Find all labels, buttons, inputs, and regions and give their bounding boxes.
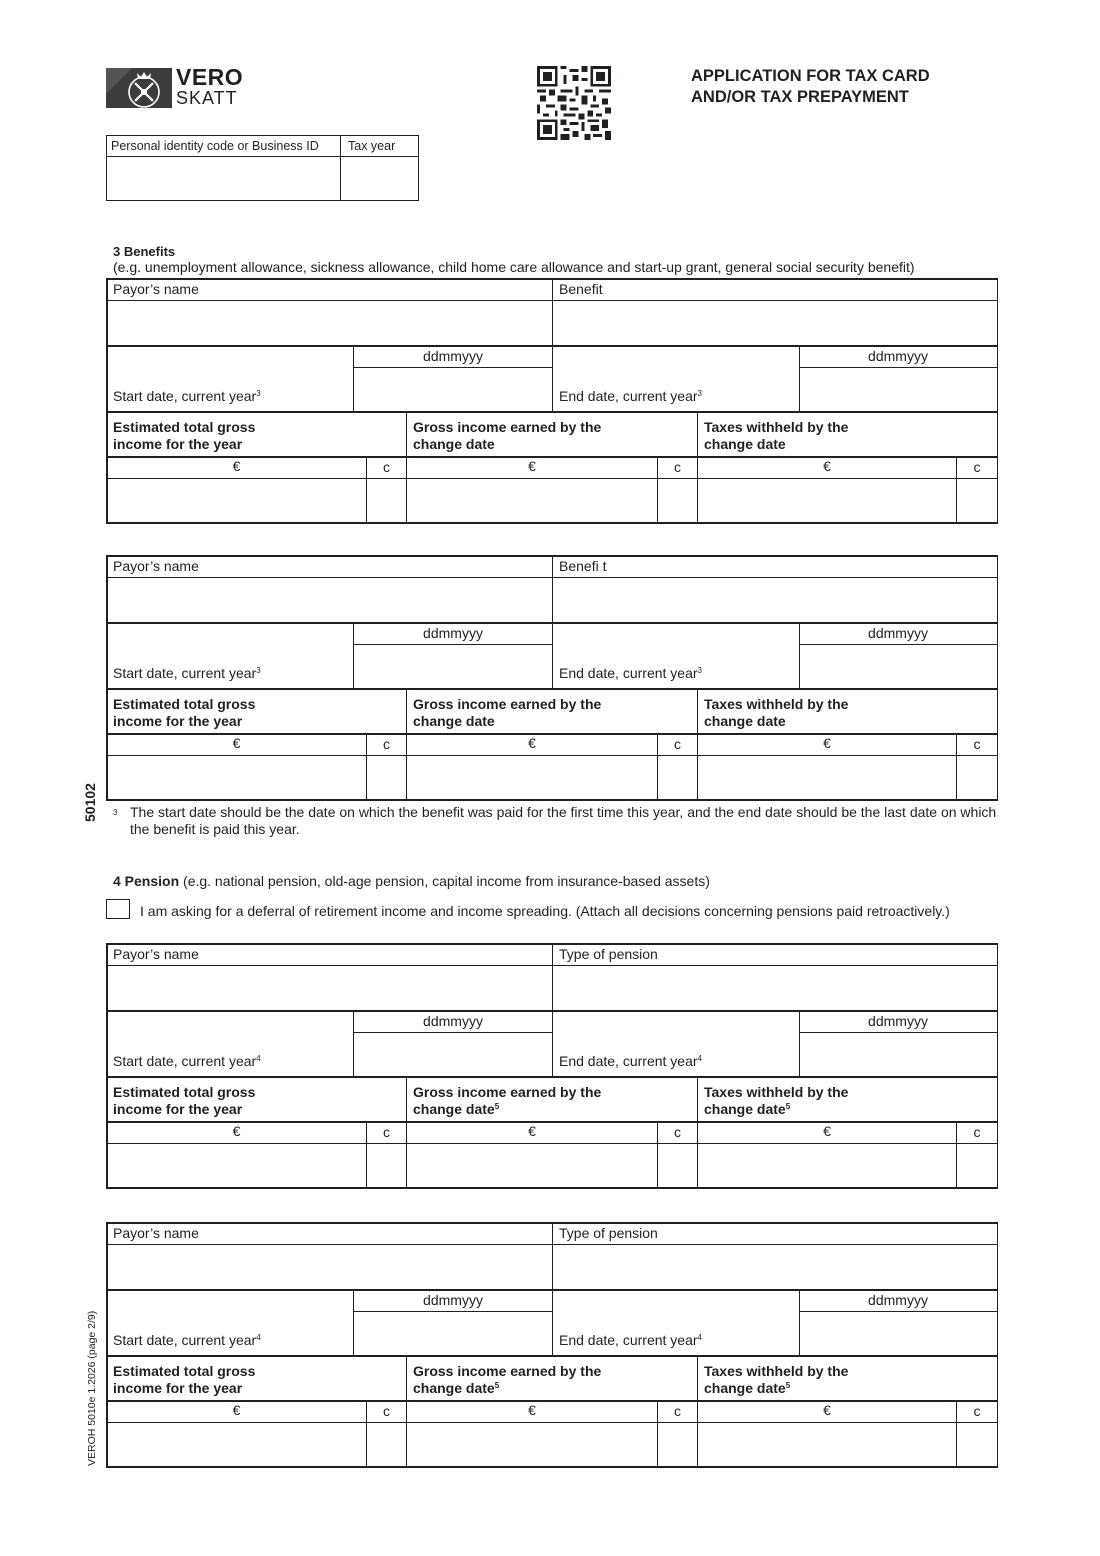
pension-subheading: (e.g. national pension, old-age pension, capital income from insurance-based assets) [183,873,710,889]
cent-label: c [973,736,981,752]
estimated-cent-input[interactable] [368,480,405,521]
income-type-input[interactable] [554,302,995,344]
footnote-3-text: The start date should be the date on which the benefit was paid for the first time this year, and the end date should be the last date on which the benefit is paid this year. [130,804,997,837]
end-date-label: End date, current year$^4$ [559,1053,702,1069]
gross-income-label: Gross income earned by the change date [413,419,602,452]
estimated-cent-input[interactable] [368,1424,405,1465]
gross-cent-input[interactable] [659,1145,696,1186]
estimated-euro-input[interactable] [108,1145,365,1186]
income-type-label: Type of pension [559,1225,658,1241]
payor-name-input[interactable] [108,1246,551,1288]
estimated-income-label: Estimated total gross income for the year [113,1363,256,1396]
euro-label: € [528,458,536,474]
end-date-input[interactable] [801,646,995,687]
start-date-input[interactable] [355,646,551,687]
benefits-subheading: (e.g. unemployment allowance, sickness allowance, child home care allowance and start-up grant, general social security benefit) [113,259,915,275]
cent-label: c [383,1124,390,1140]
euro-label: € [823,1402,831,1418]
start-date-format-label: ddmmyyy [423,1292,483,1308]
income-type-label: Benefit [559,281,603,297]
gross-euro-input[interactable] [408,757,656,798]
income-type-input[interactable] [554,1246,995,1288]
estimated-cent-input[interactable] [368,1145,405,1186]
form-title-line2: AND/OR TAX PREPAYMENT [691,88,909,106]
logo-wordmark-vero: VERO [176,64,244,90]
end-date-label: End date, current year$^4$ [559,1332,702,1348]
cent-label: c [674,459,681,475]
payor-name-label: Payor’s name [113,1225,199,1241]
deferral-checkbox-label: I am asking for a deferral of retirement income and income spreading. (Attach all decisions concerning pensions paid retroactively.) [140,903,950,919]
cent-label: c [973,1124,981,1140]
start-date-label: Start date, current year$^4$ [113,1053,261,1069]
taxes-withheld-label: Taxes withheld by the change date [704,419,849,452]
income-block [106,943,998,1188]
taxes-euro-input[interactable] [699,1424,955,1465]
end-date-input[interactable] [801,1313,995,1354]
income-block [106,555,998,800]
end-date-label: End date, current year$^3$ [559,665,702,681]
end-date-format-label: ddmmyyy [868,348,928,364]
start-date-input[interactable] [355,1313,551,1354]
qr-code [537,66,611,140]
estimated-cent-input[interactable] [368,757,405,798]
start-date-label: Start date, current year$^4$ [113,1332,261,1348]
euro-label: € [528,735,536,751]
form-title-line1: APPLICATION FOR TAX CARD [691,67,930,85]
tax-year-input[interactable] [342,157,416,199]
euro-label: € [823,735,831,751]
vero-emblem-icon [106,68,172,108]
start-date-input[interactable] [355,1034,551,1075]
estimated-euro-input[interactable] [108,757,365,798]
logo-wordmark-skatt: SKATT [176,88,238,108]
income-type-input[interactable] [554,967,995,1009]
personal-id-label: Personal identity code or Business ID [111,139,319,153]
cent-label: c [674,1124,681,1140]
euro-label: € [528,1402,536,1418]
form-footer-version: VEROH 5010e 1.2026 (page 2/9) [86,1310,98,1466]
gross-cent-input[interactable] [659,480,696,521]
payor-name-input[interactable] [108,302,551,344]
payor-name-label: Payor’s name [113,558,199,574]
euro-label: € [232,1402,241,1418]
end-date-format-label: ddmmyyy [868,625,928,641]
gross-cent-input[interactable] [659,757,696,798]
cent-label: c [674,736,681,752]
cent-label: c [383,736,390,752]
payor-name-label: Payor’s name [113,946,199,962]
estimated-euro-input[interactable] [108,480,365,521]
taxes-euro-input[interactable] [699,480,955,521]
taxes-cent-input[interactable] [958,480,995,521]
vero-skatt-logo [106,64,244,110]
footnote-3-mark: 3 [113,808,118,817]
end-date-format-label: ddmmyyy [868,1292,928,1308]
identity-taxyear-table [106,135,419,201]
taxes-cent-input[interactable] [958,1424,995,1465]
pension-heading-line [113,873,710,889]
gross-cent-input[interactable] [659,1424,696,1465]
euro-label: € [232,1123,241,1139]
euro-label: € [232,735,241,751]
gross-euro-input[interactable] [408,1145,656,1186]
end-date-format-label: ddmmyyy [868,1013,928,1029]
estimated-euro-input[interactable] [108,1424,365,1465]
taxes-cent-input[interactable] [958,757,995,798]
cent-label: c [674,1403,681,1419]
income-type-label: Type of pension [559,946,658,962]
deferral-checkbox[interactable] [106,899,130,919]
income-type-input[interactable] [554,579,995,621]
cent-label: c [973,459,981,475]
euro-label: € [823,1123,831,1139]
gross-income-label: Gross income earned by the change date$^5$ [413,1084,602,1117]
estimated-income-label: Estimated total gross income for the year [113,1084,256,1117]
estimated-income-label: Estimated total gross income for the year [113,696,256,729]
euro-label: € [528,1123,536,1139]
taxes-withheld-label: Taxes withheld by the change date$^5$ [704,1363,849,1396]
end-date-input[interactable] [801,369,995,410]
taxes-cent-input[interactable] [958,1145,995,1186]
taxes-euro-input[interactable] [699,757,955,798]
payor-name-label: Payor’s name [113,281,199,297]
payor-name-input[interactable] [108,967,551,1009]
pension-heading: 4 Pension [113,873,180,889]
start-date-format-label: ddmmyyy [423,625,483,641]
cent-label: c [383,1403,390,1419]
income-type-label: Benefi t [559,558,607,574]
start-date-format-label: ddmmyyy [423,1013,483,1029]
euro-label: € [232,458,241,474]
start-date-label: Start date, current year$^3$ [113,388,261,404]
gross-euro-input[interactable] [408,1424,656,1465]
start-date-label: Start date, current year$^3$ [113,665,261,681]
payor-name-input[interactable] [108,579,551,621]
benefits-heading: 3 Benefits [113,244,176,259]
gross-income-label: Gross income earned by the change date$^5$ [413,1363,602,1396]
cent-label: c [973,1403,981,1419]
form-title [691,66,930,108]
income-block [106,1222,998,1467]
start-date-input[interactable] [355,369,551,410]
gross-euro-input[interactable] [408,480,656,521]
end-date-label: End date, current year$^3$ [559,388,702,404]
tax-year-label: Tax year [348,139,396,153]
gross-income-label: Gross income earned by the change date [413,696,602,729]
cent-label: c [383,459,390,475]
taxes-euro-input[interactable] [699,1145,955,1186]
end-date-input[interactable] [801,1034,995,1075]
estimated-income-label: Estimated total gross income for the year [113,419,256,452]
income-block [106,278,998,523]
personal-id-input[interactable] [107,157,339,199]
euro-label: € [823,458,831,474]
start-date-format-label: ddmmyyy [423,348,483,364]
taxes-withheld-label: Taxes withheld by the change date$^5$ [704,1084,849,1117]
form-code: 50102 [82,783,98,822]
taxes-withheld-label: Taxes withheld by the change date [704,696,849,729]
